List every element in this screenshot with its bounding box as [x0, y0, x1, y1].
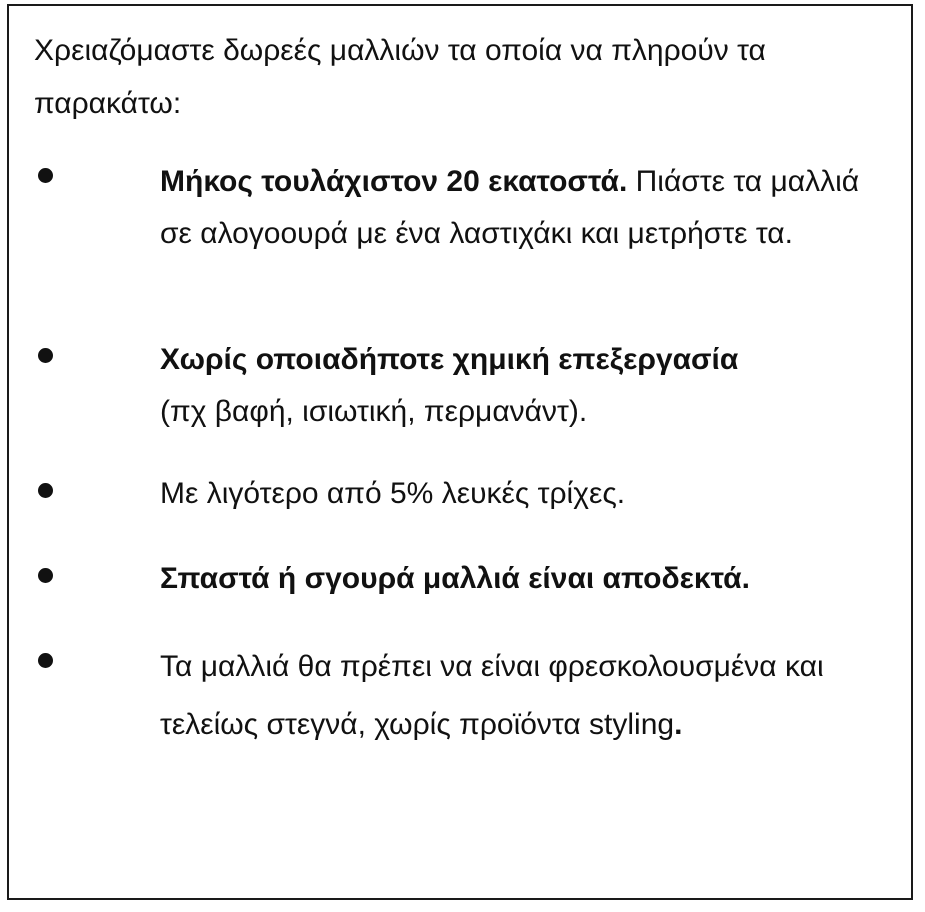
- requirement-clean-dry-period: .: [674, 708, 683, 741]
- requirement-length-text: Πιάστε τα μαλλιά σε αλογοουρά με ένα λαστιχάκι και μετρήστε τα.: [160, 165, 860, 250]
- requirement-clean-dry-text: Τα μαλλιά θα πρέπει να είναι φρεσκολουσμένα και τελείως στεγνά, χωρίς προϊόντα styling: [160, 650, 824, 741]
- bullet-icon: [38, 168, 53, 183]
- requirement-grey-hair: [160, 468, 890, 520]
- requirement-clean-dry: [160, 638, 890, 754]
- bullet-icon: [38, 348, 53, 363]
- bullet-icon: [38, 653, 53, 668]
- requirement-length: [160, 156, 890, 260]
- bullet-icon: [38, 483, 53, 498]
- requirement-no-chemicals-bold: Χωρίς οποιαδήποτε χημική επεξεργασία: [160, 343, 739, 376]
- notice-box: [7, 4, 913, 900]
- bullet-icon: [38, 568, 53, 583]
- requirement-length-bold: Μήκος τουλάχιστον 20 εκατοστά.: [160, 165, 628, 198]
- requirement-curly-ok: [160, 553, 890, 605]
- requirement-grey-hair-text: Με λιγότερο από 5% λευκές τρίχες.: [160, 477, 626, 510]
- intro-text: Χρειαζόμαστε δωρεές μαλλιών τα οποία να πληρούν τα παρακάτω:: [34, 34, 766, 120]
- requirement-curly-ok-bold: Σπαστά ή σγουρά μαλλιά είναι αποδεκτά.: [160, 562, 750, 595]
- requirement-no-chemicals-text: (πχ βαφή, ισιωτική, περμανάντ).: [160, 395, 588, 428]
- requirement-no-chemicals: [160, 334, 890, 438]
